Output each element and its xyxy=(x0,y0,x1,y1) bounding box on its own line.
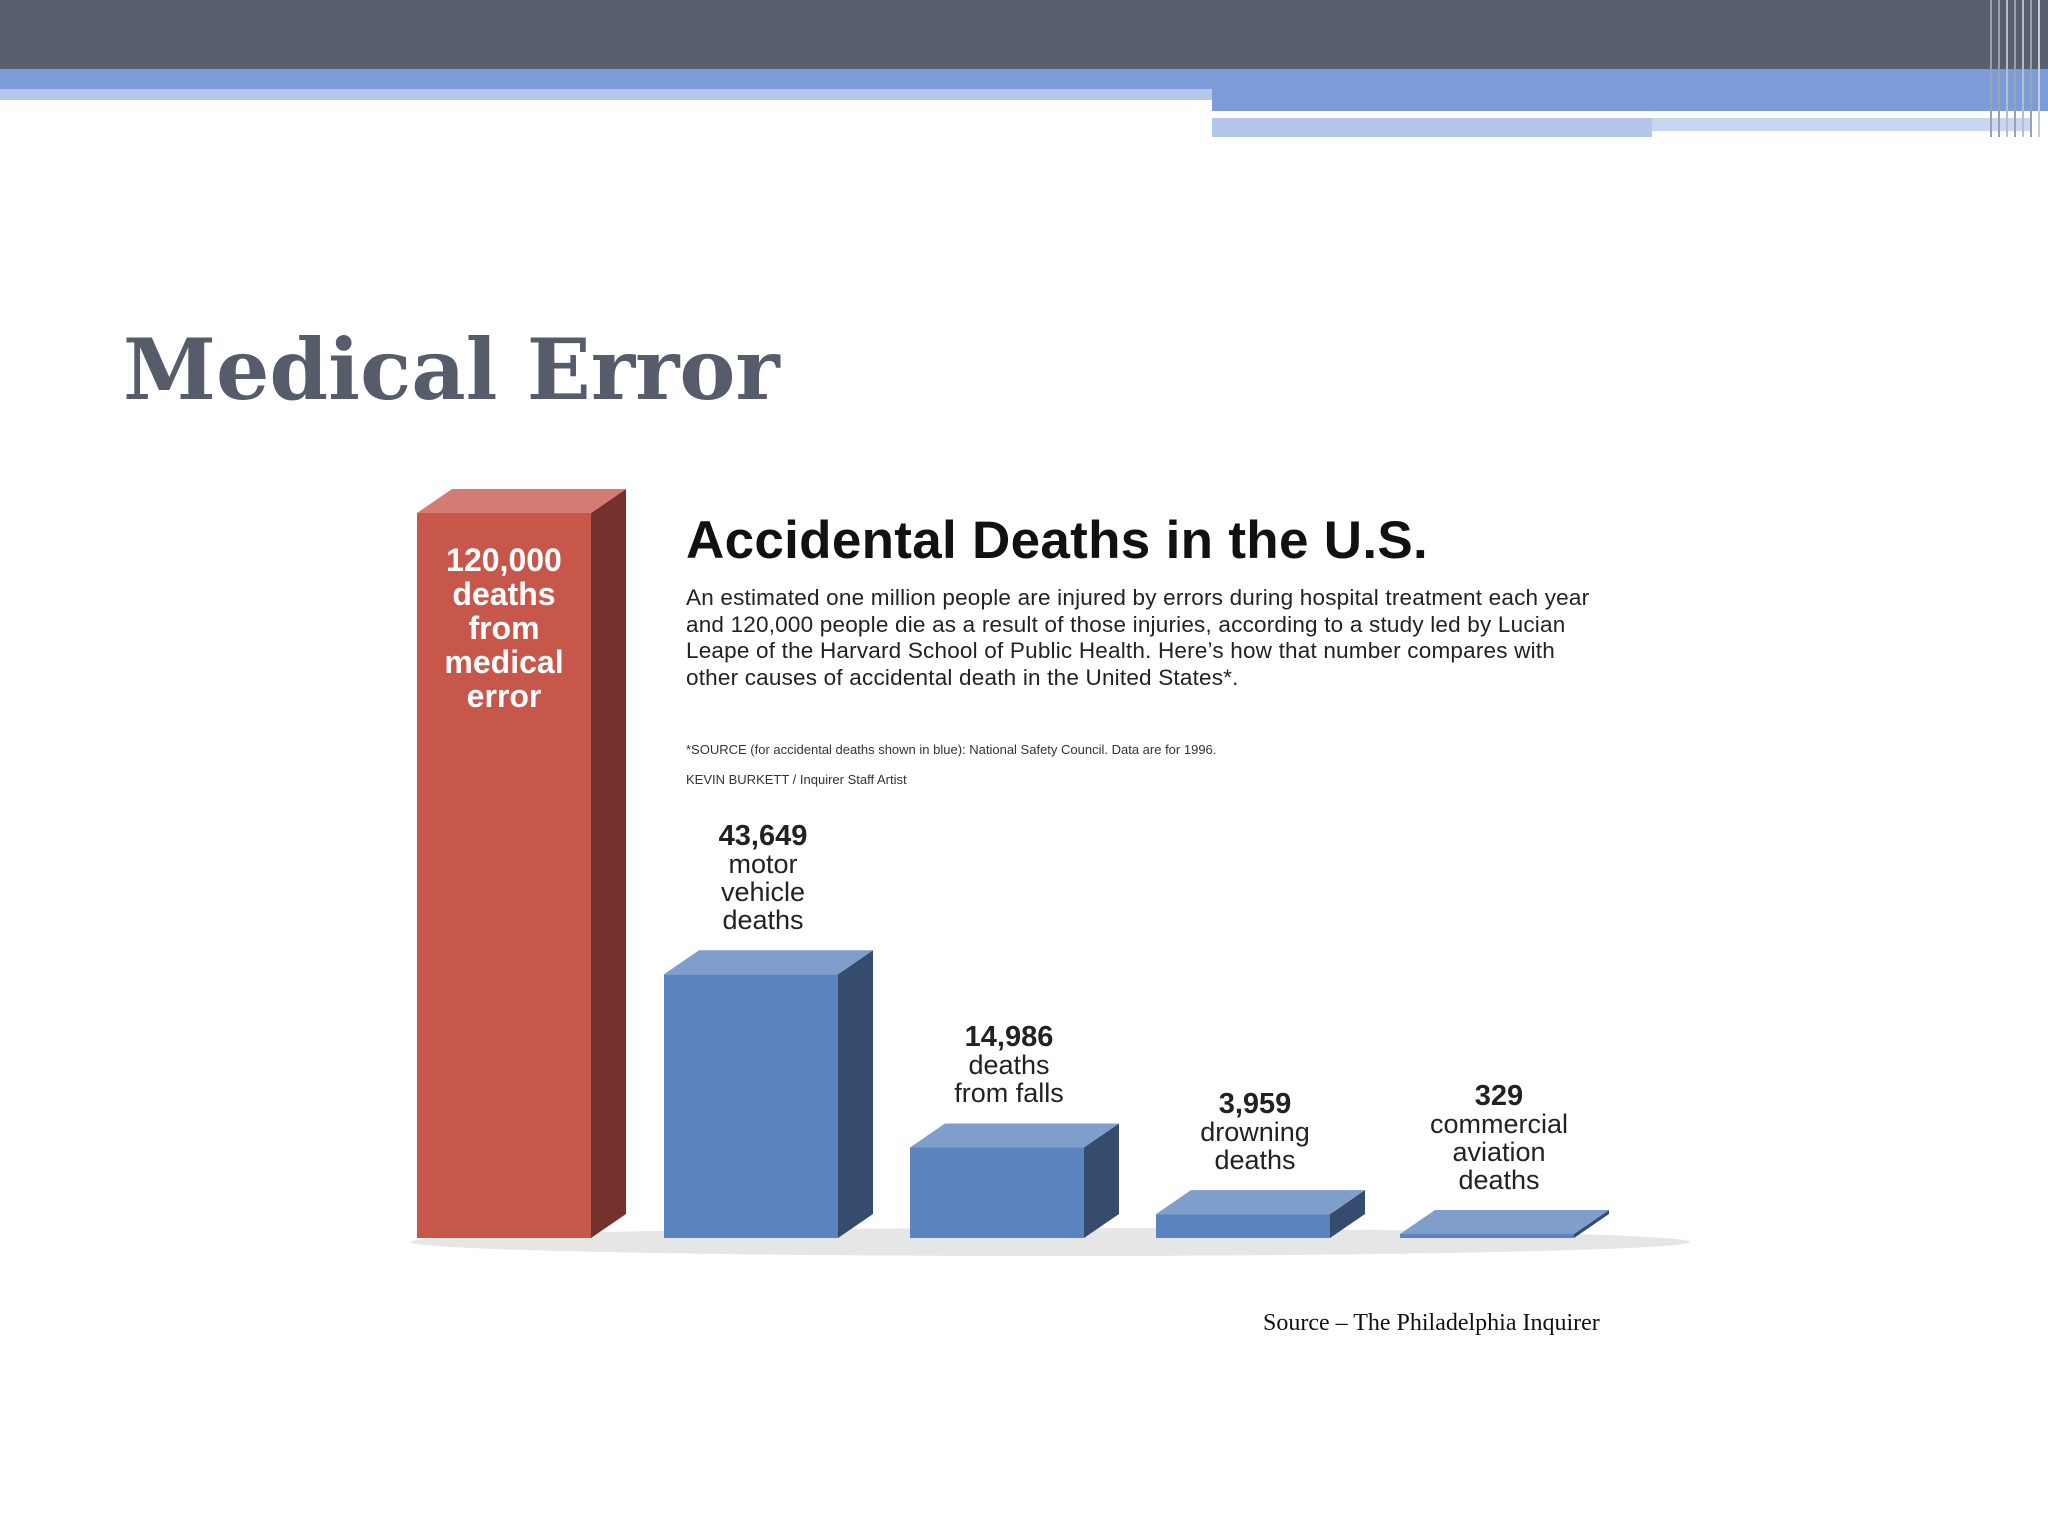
bar-front-4 xyxy=(1400,1234,1574,1238)
bar-value-label: 3,959 xyxy=(1218,1088,1292,1121)
chart-source-note: *SOURCE (for accidental deaths shown in blue): National Safety Council. Data are for 1996. xyxy=(686,742,1217,757)
bar-top-2 xyxy=(910,1123,1119,1147)
slide-source: Source – The Philadelphia Inquirer xyxy=(1263,1310,1600,1336)
bar-label-2 xyxy=(894,1023,1124,1107)
bar-label-4 xyxy=(1384,1082,1614,1194)
bar-value-label: 120,000 xyxy=(446,542,562,578)
bar-top-0 xyxy=(417,489,626,513)
bar-front-1 xyxy=(664,974,838,1238)
bar-top-3 xyxy=(1156,1190,1365,1214)
bar-top-4 xyxy=(1400,1210,1609,1234)
bar-caption: deaths from medical error xyxy=(444,576,564,714)
bar-caption: motor vehicle deaths xyxy=(720,849,806,936)
bar-top-1 xyxy=(664,950,873,974)
bar-caption: deaths from falls xyxy=(954,1050,1064,1109)
bar-value-label: 14,986 xyxy=(964,1021,1054,1054)
bar-front-2 xyxy=(910,1147,1084,1238)
chart-description: An estimated one million people are injured by errors during hospital treatment each year and 120,000 people die as a result of those injuries, according to a study led by Lucian Leape of the Harvard School of Public Health. Here’s how that number compares with other causes of accidental death in the United States*. xyxy=(686,585,1590,691)
bar-value-label: 43,649 xyxy=(718,820,808,853)
bar-label-0 xyxy=(389,543,619,713)
bar-side-1 xyxy=(838,950,873,1238)
bar-label-3 xyxy=(1140,1090,1370,1174)
bar-value-label: 329 xyxy=(1474,1080,1524,1112)
bar-front-3 xyxy=(1156,1214,1330,1238)
bar-label-1 xyxy=(648,822,878,934)
chart-title: Accidental Deaths in the U.S. xyxy=(686,511,1429,570)
bar-caption: drowning deaths xyxy=(1200,1117,1310,1176)
slide-title: Medical Error xyxy=(123,320,780,419)
chart-credit: KEVIN BURKETT / Inquirer Staff Artist xyxy=(686,772,907,787)
bar-caption: commercial aviation deaths xyxy=(1429,1109,1569,1195)
